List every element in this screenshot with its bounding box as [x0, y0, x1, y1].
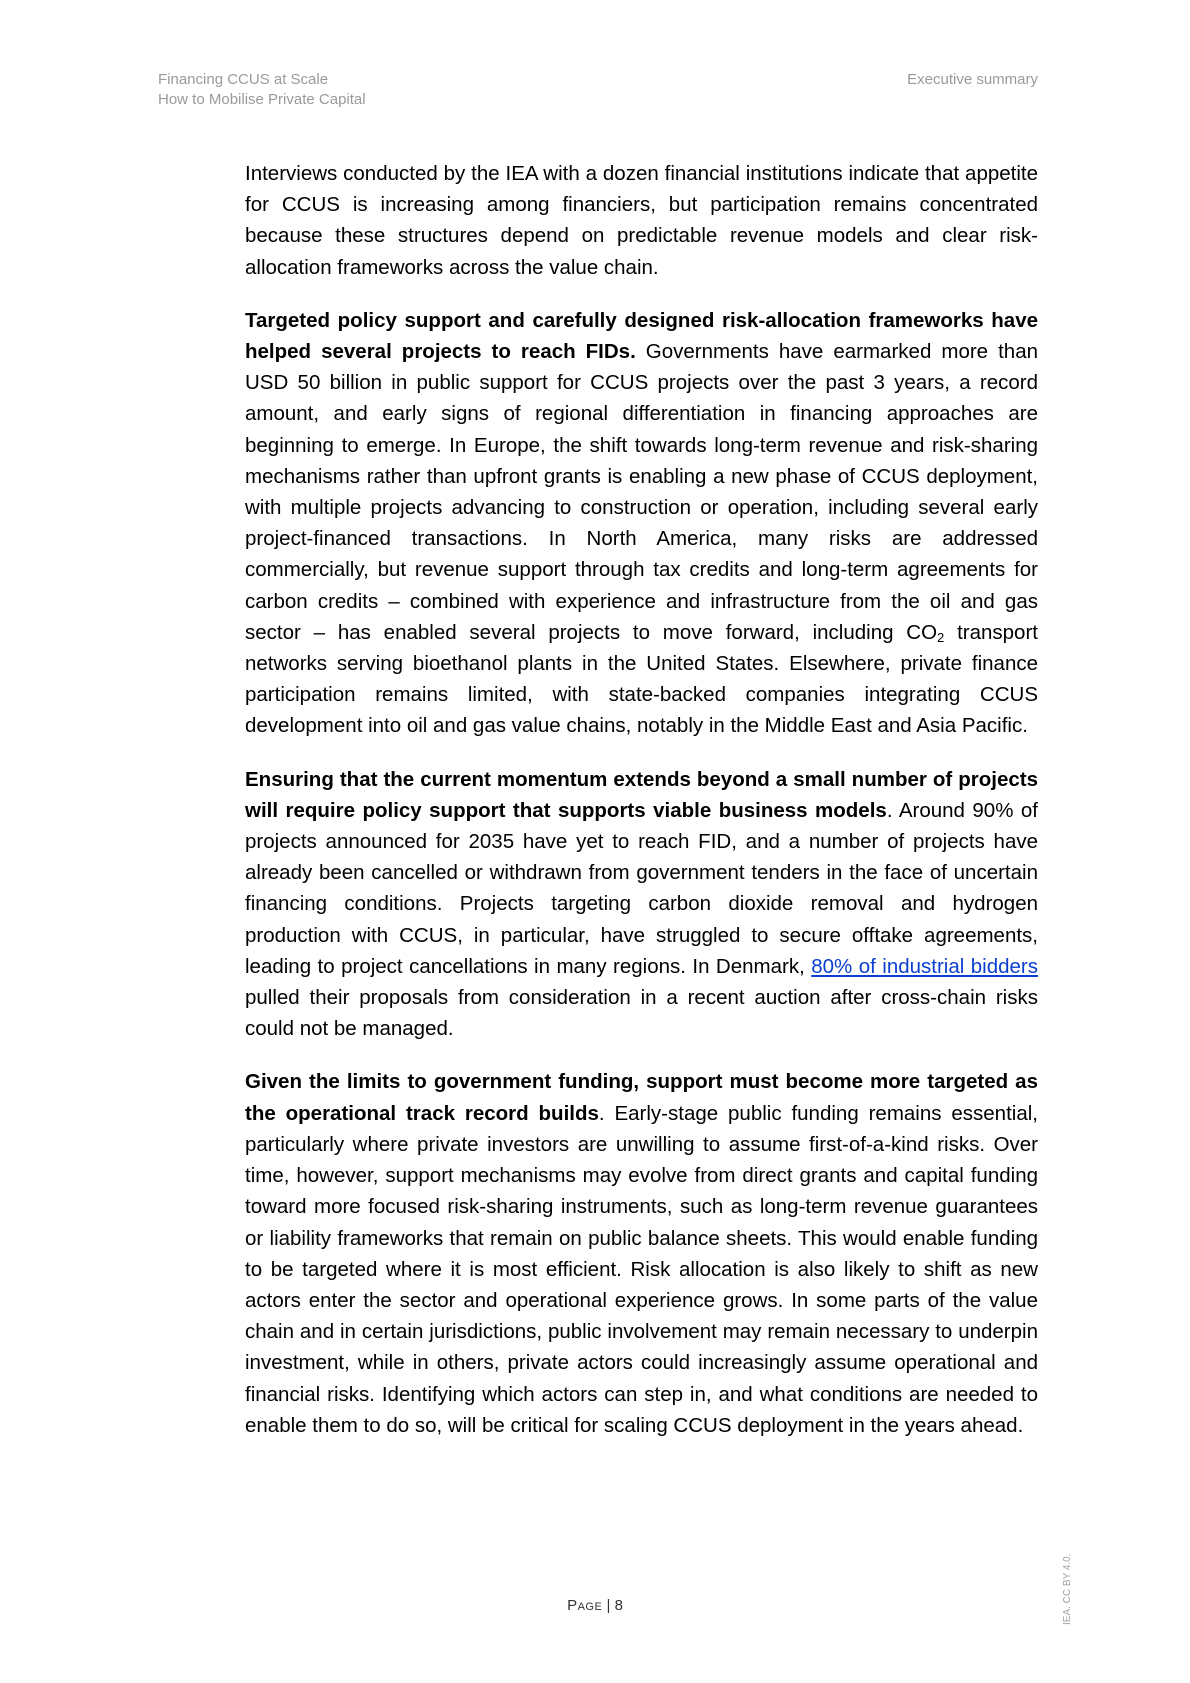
industrial-bidders-link[interactable]: 80% of industrial bidders [811, 954, 1038, 978]
paragraph-3-lead: Ensuring that the current momentum extends beyond a small number of projects will require policy support that supports viable business models [245, 767, 1038, 822]
running-header-title [158, 70, 366, 110]
page-body [245, 158, 1038, 1463]
paragraph-4-lead: Given the limits to government funding, support must become more targeted as the operational track record builds [245, 1070, 1038, 1125]
report-subtitle: How to Mobilise Private Capital [158, 91, 366, 108]
subscript-2: 2 [937, 629, 945, 645]
paragraph-2-text-b: transport networks serving bioethanol plants in the United States. Elsewhere, private finance participation remains limited, with state-backed companies integrating CCUS development into oil and gas value chains, notably in the Middle East and Asia Pacific. [245, 620, 1038, 738]
page-number: 8 [614, 1597, 623, 1614]
paragraph-3-text-a: . Around 90% of projects announced for 2035 have yet to reach FID, and a number of projects have already been cancelled or withdrawn from government tenders in the face of uncertain financing conditions. Projects targeting carbon dioxide removal and hydrogen production with CCUS, in particular, have struggled to secure offtake agreements, leading to project cancellations in many regions. In Denmark, [245, 798, 1039, 978]
paragraph-4-text: . Early-stage public funding remains essential, particularly where private investors are unwilling to assume first-of-a-kind risks. Over time, however, support mechanisms may evolve from direct grants and capital funding toward more focused risk-sharing instruments, such as long-term revenue guarantees or liability frameworks that remain on public balance sheets. This would enable funding to be targeted where it is most efficient. Risk allocation is also likely to shift as new actors enter the sector and operational experience grows. In some parts of the value chain and in certain jurisdictions, public involvement may remain necessary to underpin investment, while in others, private actors could increasingly assume operational and financial risks. Identifying which actors can step in, and what conditions are needed to enable them to do so, will be critical for scaling CCUS deployment in the years ahead. [245, 1101, 1038, 1437]
paragraph-2 [245, 305, 1038, 742]
paragraph-1 [245, 158, 1038, 283]
paragraph-3 [245, 764, 1038, 1045]
paragraph-3-text-b: pulled their proposals from consideration in a recent auction after cross-chain risks could not be managed. [245, 986, 1038, 1041]
license-note: IEA. CC BY 4.0. [1062, 1553, 1073, 1625]
paragraph-4 [245, 1066, 1038, 1440]
page-footer [0, 1597, 1190, 1614]
paragraph-2-lead: Targeted policy support and carefully designed risk-allocation frameworks have helped several projects to reach FIDs. [245, 308, 1038, 364]
report-title: Financing CCUS at Scale [158, 71, 329, 88]
page-label: Page [567, 1597, 603, 1614]
paragraph-1-text: Interviews conducted by the IEA with a dozen financial institutions indicate that appetite for CCUS is increasing among financiers, but participation remains concentrated because these structures depend on predictable revenue models and clear risk-allocation frameworks across the value chain. [245, 162, 1038, 279]
page-separator: | [602, 1597, 615, 1614]
paragraph-2-text-a: Governments have earmarked more than USD 50 billion in public support for CCUS projects over the past 3 years, a record amount, and early signs of regional differentiation in financing approaches are beginning to emerge. In Europe, the shift towards long-term revenue and risk-sharing mechanisms rather than upfront grants is enabling a new phase of CCUS deployment, with multiple projects advancing to construction or operation, including several early project-financed transactions. In North America, many risks are addressed commercially, but revenue support through tax credits and long-term agreements for carbon credits – combined with experience and infrastructure from the oil and gas sector – has enabled several projects to move forward, including CO [245, 340, 1038, 644]
section-name: Executive summary [907, 71, 1038, 88]
